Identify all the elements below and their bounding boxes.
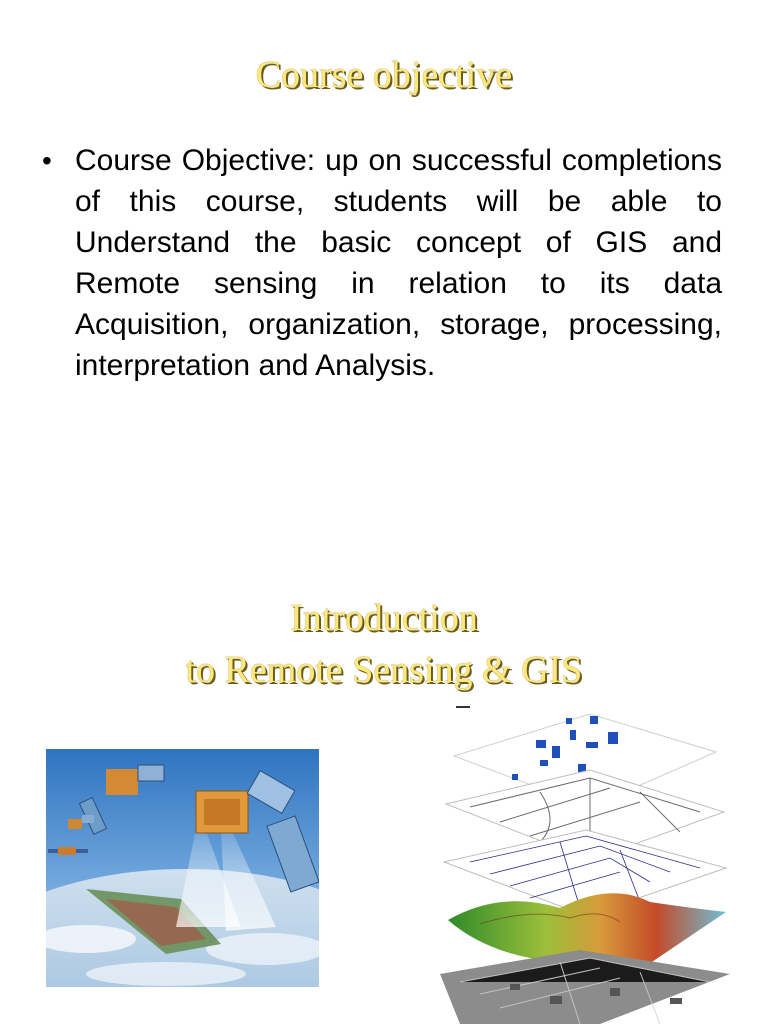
gis-layers-image — [440, 712, 730, 1024]
gis-layers-illustration — [440, 712, 730, 1024]
objective-text: Course Objective: up on successful completions of this course, students will be able to Understand the basic concept of GIS and Remote sensing in relation to its data Acquisition, organization, storage, processing, interpretation and Analysis. — [75, 144, 722, 382]
satellite-image — [46, 749, 319, 987]
intro-title — [0, 592, 768, 696]
satellite-illustration — [46, 749, 319, 987]
intro-title-line1: Introduction — [290, 597, 478, 639]
bullet-icon: • — [42, 145, 52, 176]
objective-bullet — [42, 140, 722, 386]
intro-title-line2: to Remote Sensing & GIS — [185, 649, 583, 691]
dash-mark — [456, 706, 470, 708]
slide-title: Course objective — [255, 54, 513, 96]
